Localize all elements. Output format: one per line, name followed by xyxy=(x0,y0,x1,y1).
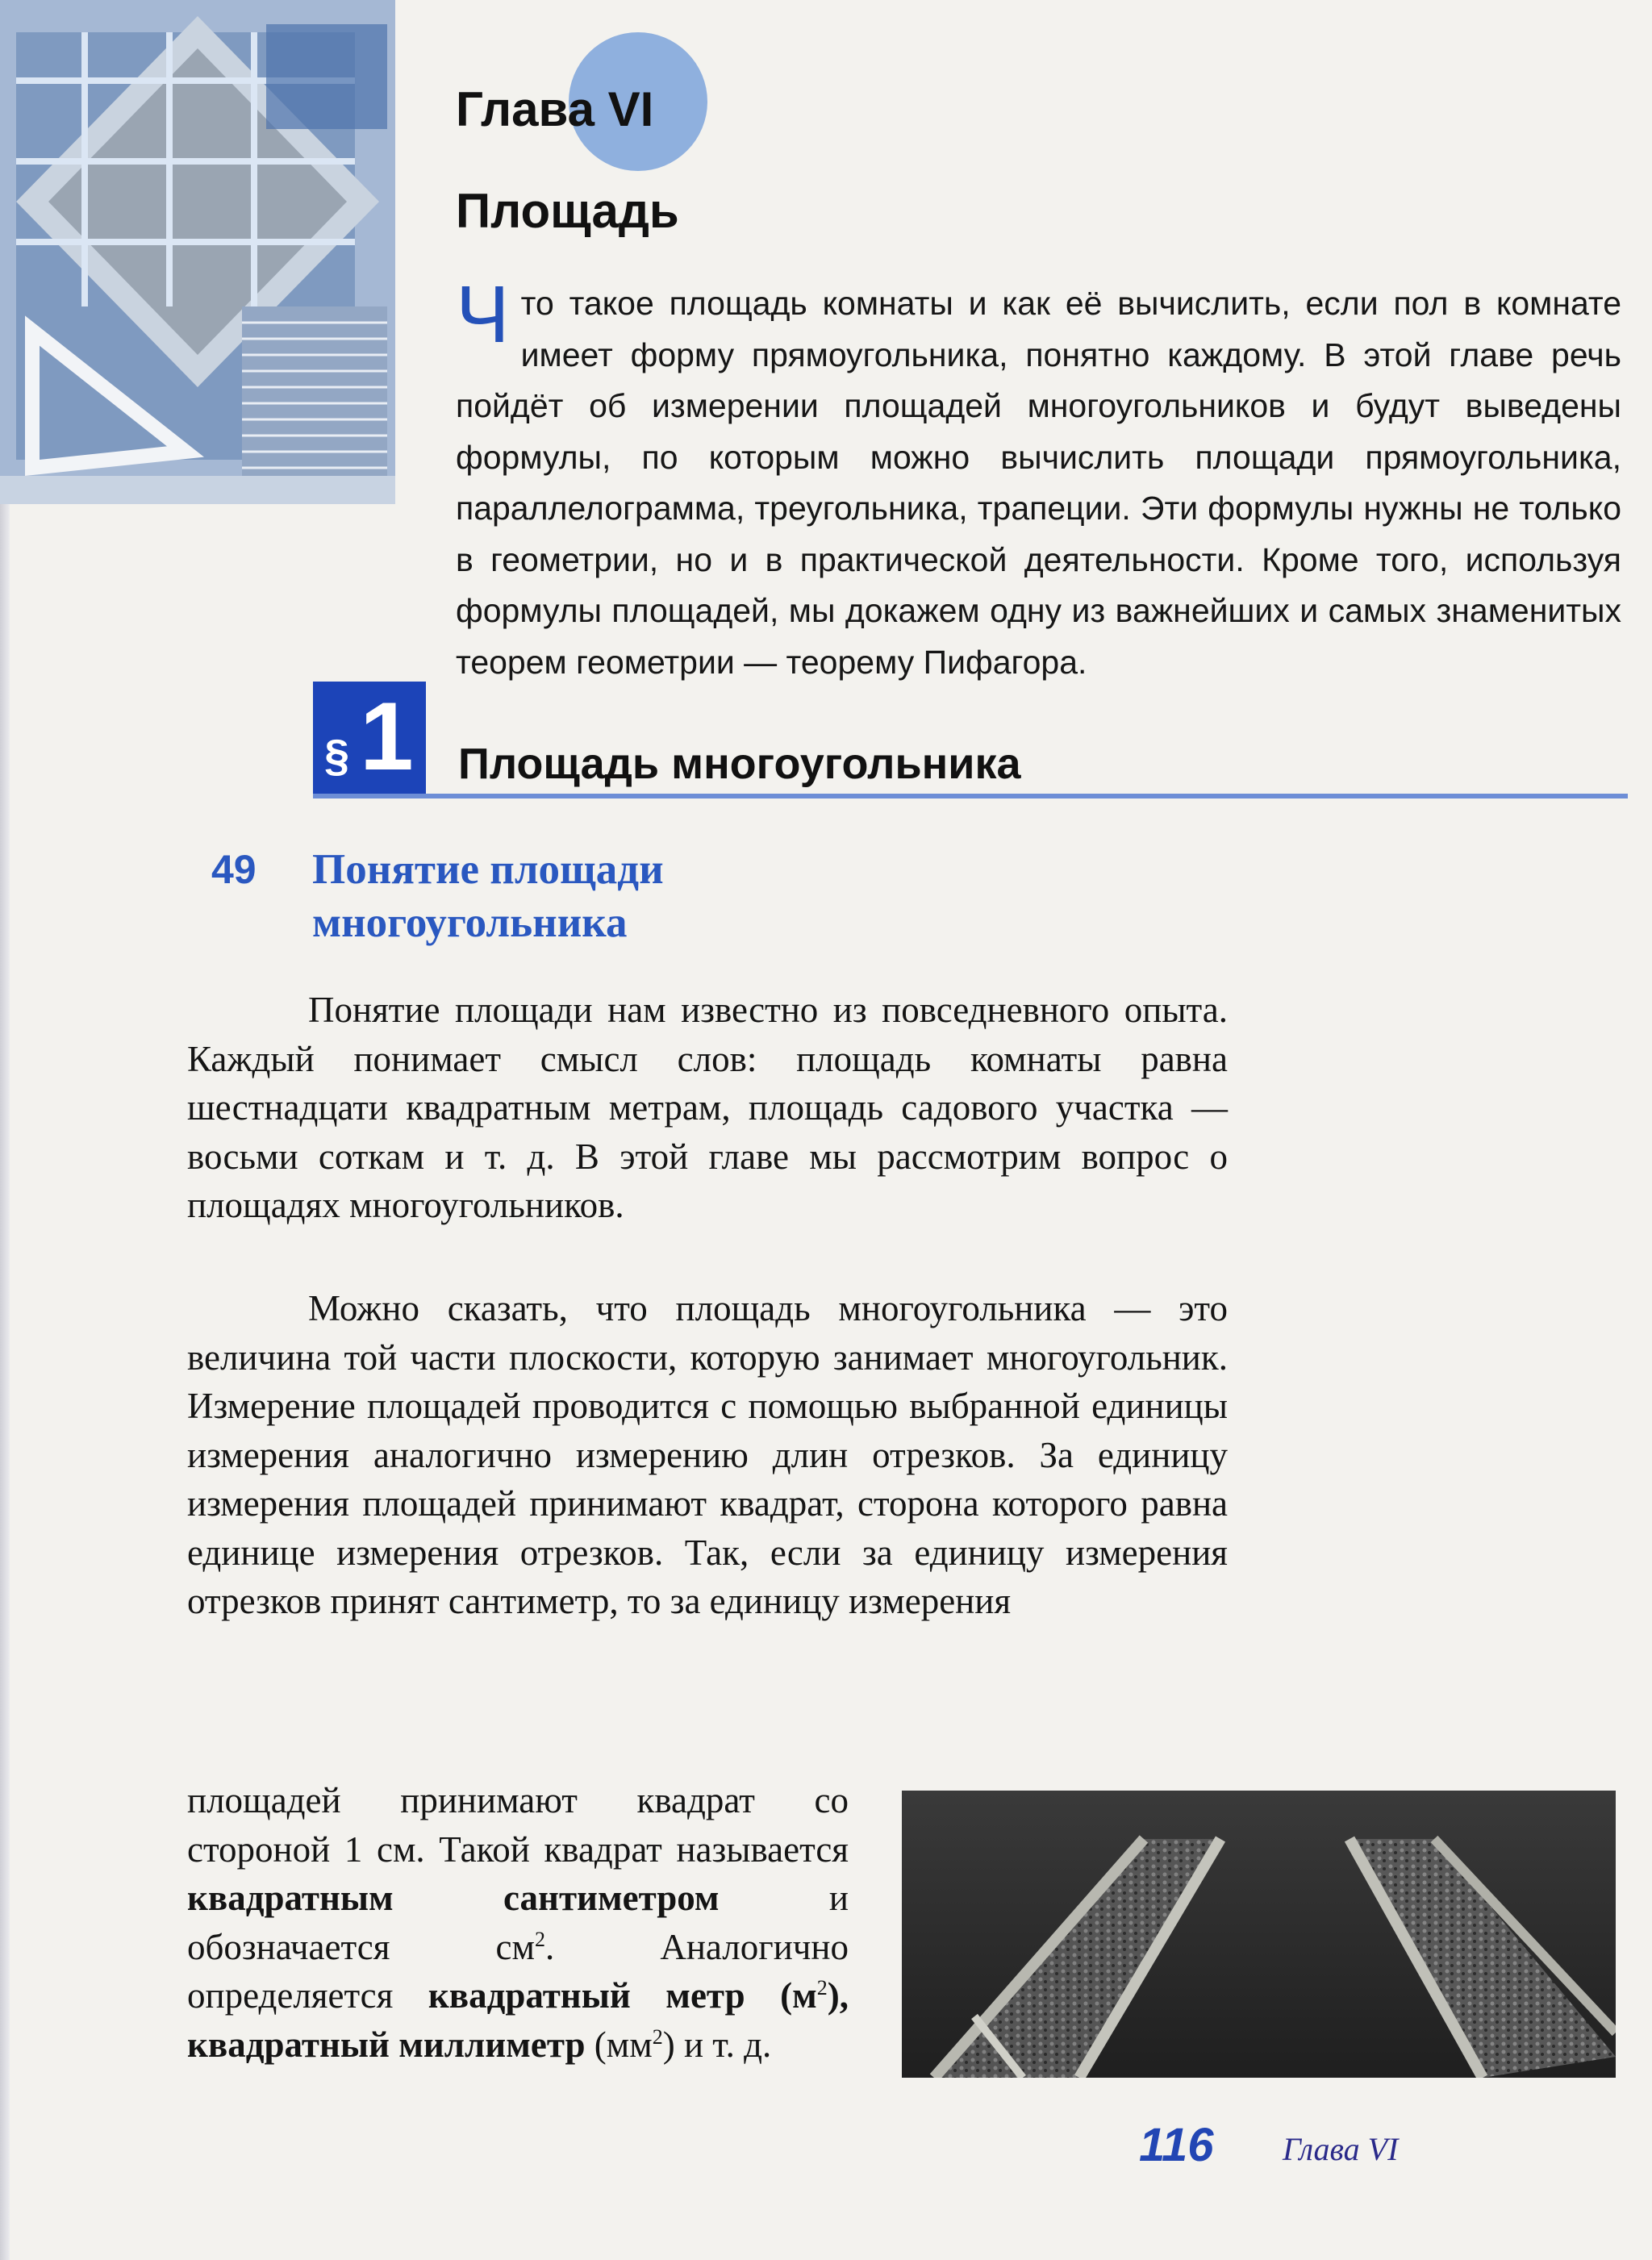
body-paragraph-1: Понятие площади нам известно из повседневного опыта. Каждый понимает смысл слов: площадь комнаты равна шестнадцати квадратным метрам, площадь садового участка — восьми соткам и т. д. В этой главе мы рассмотрим вопрос о площадях многоугольников. xyxy=(187,990,1228,1225)
p3-text-d: (м xyxy=(745,1975,817,2016)
intro-text: то такое площадь комнаты и как её вычислить, если пол в комнате имеет форму прямоугольника, понятно каждому. В этой главе речь пойдёт об измерении площадей многоугольников и будут выведены формулы, по которым можно вычислить площади прямоугольника, параллелограмма, треугольника, трапеции. Эти формулы нужны не только в геометрии, но и в практической деятельности. Кроме того, используя формулы площадей, мы докажем одну из важнейших и самых знаменитых теорем геометрии — теорему Пифагора. xyxy=(456,285,1621,681)
page-number: 116 xyxy=(1139,2119,1214,2171)
superscript-2: 2 xyxy=(534,1927,545,1951)
superscript-2: 2 xyxy=(816,1976,828,1999)
section-mark: § xyxy=(324,730,350,781)
body-paragraph-3 xyxy=(187,1776,849,2069)
section-number: 1 xyxy=(360,682,414,790)
term-square-meter: квадратный метр xyxy=(428,1975,745,2016)
subsection-title xyxy=(312,843,877,949)
section-divider xyxy=(313,794,1628,799)
superscript-2: 2 xyxy=(652,2024,663,2049)
subsection-title-line1: Понятие площади xyxy=(312,846,664,893)
chapter-corner-illustration xyxy=(0,0,395,504)
subsection-number: 49 xyxy=(211,847,257,892)
p3-text-a: площадей принимают квадрат со стороной 1 см. Такой квадрат называется xyxy=(187,1780,849,1870)
intro-dropcap: Ч xyxy=(456,269,510,360)
p3-text-g: ) и т. д. xyxy=(662,2024,772,2065)
p3-text-e: ), xyxy=(827,1975,849,2016)
section-badge xyxy=(313,682,426,794)
garden-beds-photo xyxy=(902,1791,1616,2078)
p3-text-f: (мм xyxy=(585,2024,653,2065)
chapter-number: Глава VI xyxy=(456,82,654,136)
chapter-intro xyxy=(456,269,1621,688)
p3-text-b: и обозначается см xyxy=(187,1878,849,1967)
body-paragraph-2: Можно сказать, что площадь многоугольника — это величина той части плоскости, которую занимает многоугольник. Измерение площадей проводится с помощью выбранной единицы измерения аналогично измерению длин отрезков. За единицу измерения площадей принимают квадрат, сторона которого равна единице измерения отрезков. Так, если за единицу измерения отрезков принят сантиметр, то за единицу измерения xyxy=(187,1288,1228,1621)
subsection-title-line2: многоугольника xyxy=(312,899,628,946)
running-head: Глава VI xyxy=(1283,2131,1399,2167)
p3-text-c: . Аналогично определяется xyxy=(187,1926,849,2016)
section-title: Площадь многоугольника xyxy=(458,740,1021,788)
chapter-title: Площадь xyxy=(456,184,679,238)
term-square-millimeter: квадратный миллиметр xyxy=(187,2024,586,2065)
term-square-centimeter: квадратным сантиметром xyxy=(187,1878,720,1918)
